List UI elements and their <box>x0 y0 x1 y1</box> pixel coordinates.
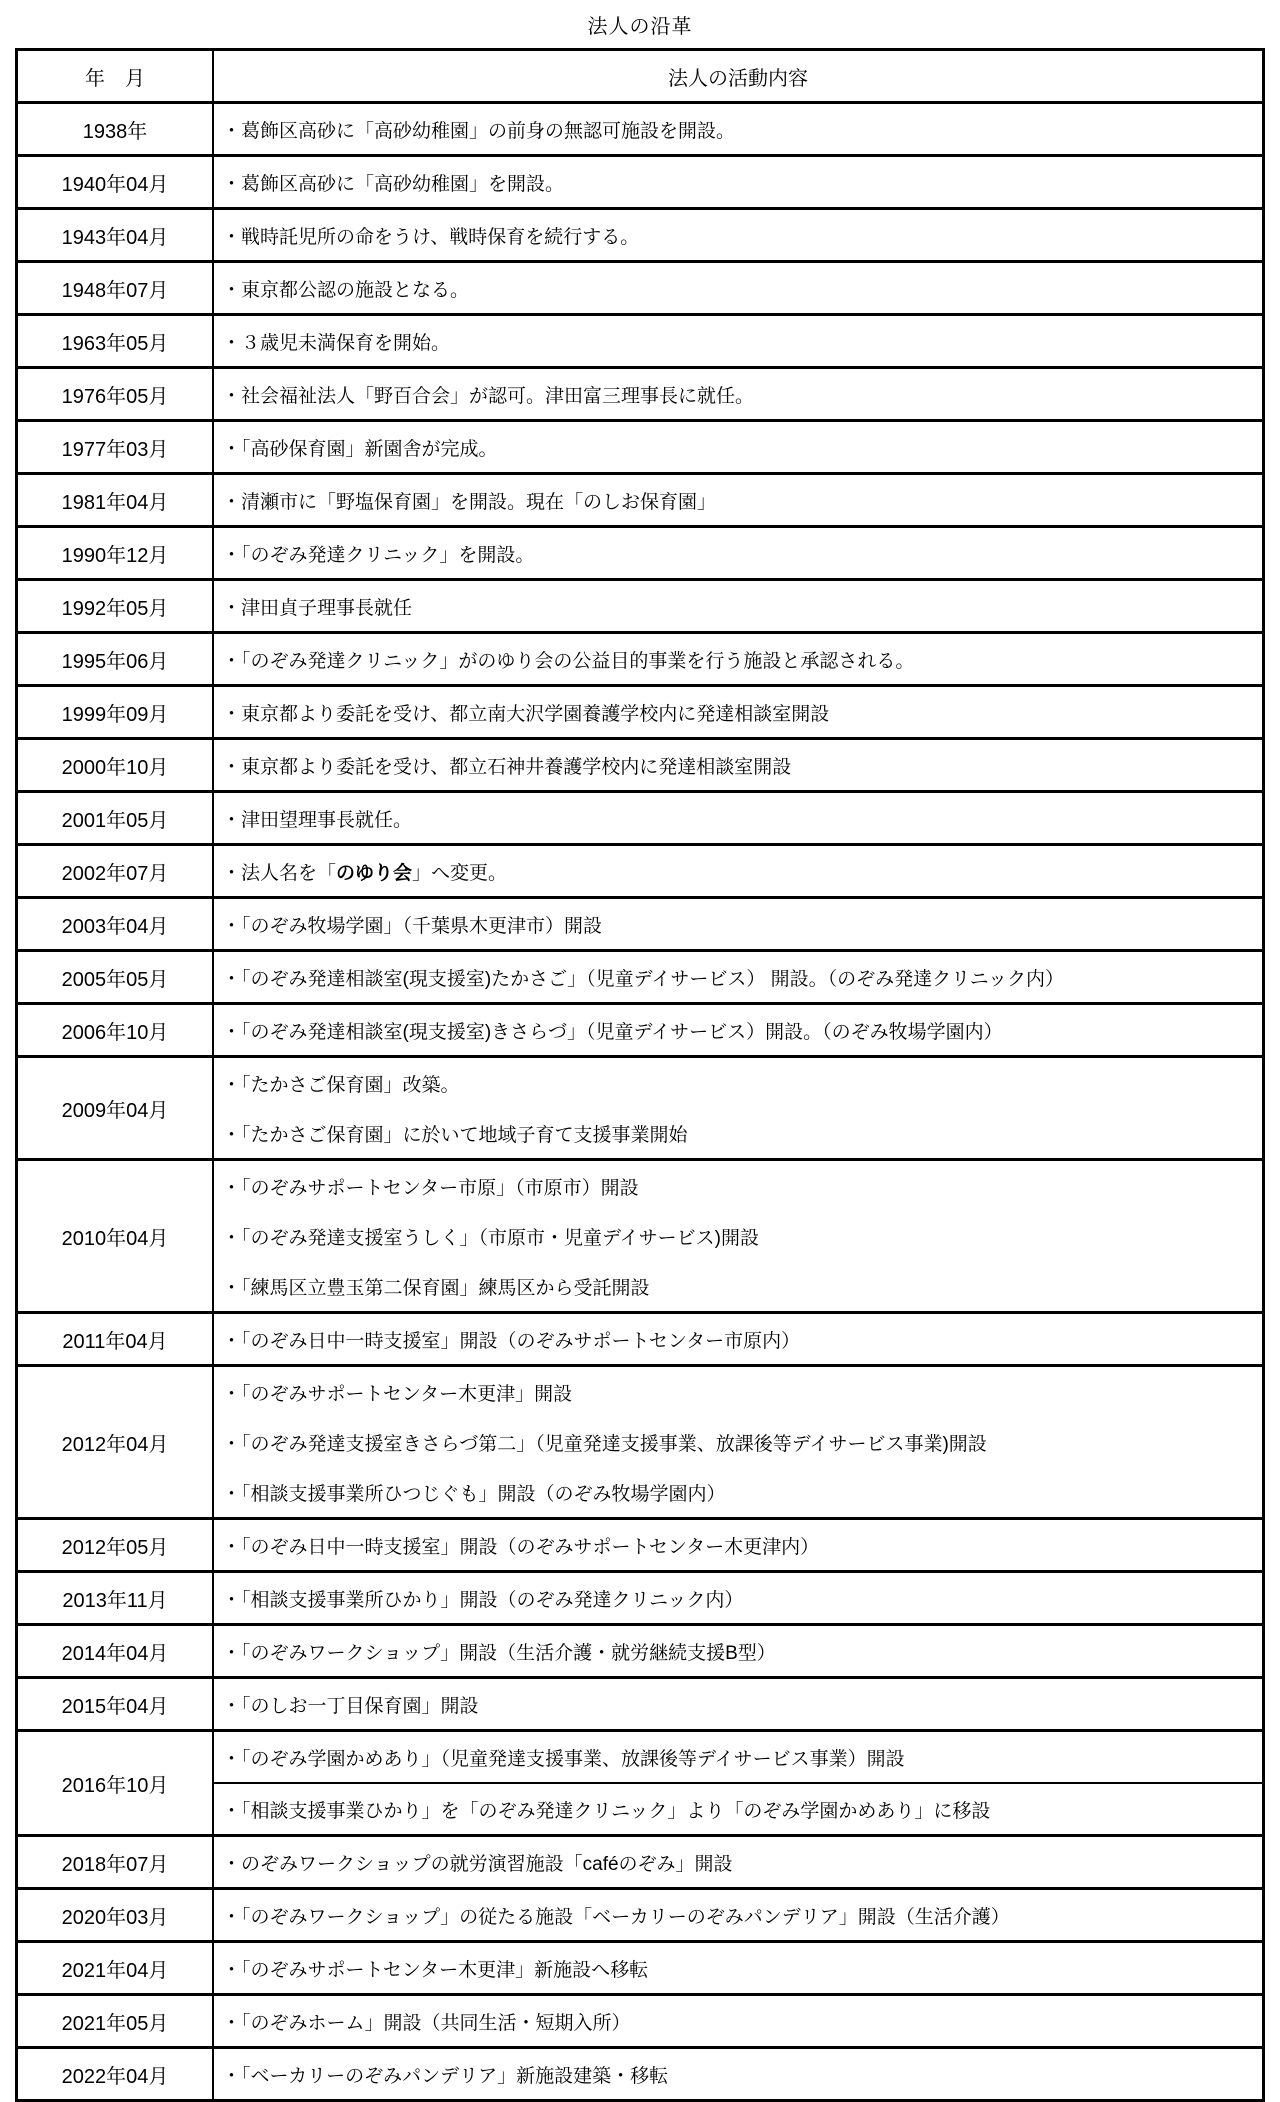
content-cell <box>214 475 1262 525</box>
table-row <box>18 843 1262 896</box>
year-cell: 1963年05月 <box>18 316 214 366</box>
content-cell <box>214 581 1262 631</box>
year-cell: 2003年04月 <box>18 899 214 949</box>
table-row <box>18 1993 1262 2046</box>
content-line: ・「相談支援事業所ひかり」開設（のぞみ発達クリニック内） <box>222 1589 744 1611</box>
history-table <box>15 48 1265 2102</box>
table-row <box>18 1676 1262 1729</box>
table-row <box>18 207 1262 260</box>
table-row <box>18 472 1262 525</box>
table-row <box>18 1834 1262 1887</box>
content-line: ・東京都公認の施設となる。 <box>222 279 470 301</box>
content-cell <box>214 740 1262 790</box>
year-cell: 2021年04月 <box>18 1943 214 1993</box>
content-line: ・のぞみワークショップの就労演習施設「caféのぞみ」開設 <box>222 1853 733 1875</box>
content-cell <box>214 1520 1262 1570</box>
table-row <box>18 1623 1262 1676</box>
year-cell: 1999年09月 <box>18 687 214 737</box>
content-cell <box>214 1679 1262 1729</box>
table-row <box>18 2046 1262 2099</box>
content-line: ・東京都より委託を受け、都立石神井養護学校内に発達相談室開設 <box>222 756 792 778</box>
year-cell: 1981年04月 <box>18 475 214 525</box>
content-cell <box>214 1626 1262 1676</box>
year-cell: 2011年04月 <box>18 1314 214 1364</box>
year-cell: 2012年04月 <box>18 1367 214 1517</box>
content-cell <box>214 1367 1262 1517</box>
content-cell <box>214 899 1262 949</box>
content-cell <box>214 210 1262 260</box>
table-row <box>18 1002 1262 1055</box>
year-cell: 2000年10月 <box>18 740 214 790</box>
content-line: ・「たかさご保育園」改築。 <box>222 1074 460 1096</box>
year-cell: 2018年07月 <box>18 1837 214 1887</box>
year-cell: 2015年04月 <box>18 1679 214 1729</box>
content-line <box>214 846 1262 896</box>
year-cell: 2016年10月 <box>18 1732 214 1834</box>
header-content-cell <box>214 51 1262 101</box>
content-line: ・「のぞみ発達クリニック」を開設。 <box>222 544 535 566</box>
content-cell <box>214 2049 1262 2099</box>
table-row <box>18 419 1262 472</box>
table-row <box>18 949 1262 1002</box>
table-row <box>18 1364 1262 1517</box>
content-line: ・「のぞみ発達相談室(現支援室)たかさご」（児童デイサービス） 開設。（のぞみ発達クリニック内） <box>222 968 1064 990</box>
table-row <box>18 1940 1262 1993</box>
content-cell <box>214 263 1262 313</box>
table-row <box>18 1055 1262 1158</box>
content-line: ・「のぞみサポートセンター木更津」新施設へ移転 <box>222 1959 649 1981</box>
content-line: ・「高砂保育園」新園舎が完成。 <box>222 438 498 460</box>
content-line: ・戦時託児所の命をうけ、戦時保育を続行する。 <box>222 226 640 248</box>
content-line: ・「相談支援事業所ひつじぐも」開設（のぞみ牧場学園内） <box>222 1483 726 1505</box>
content-cell <box>214 157 1262 207</box>
content-line: ・「たかさご保育園」に於いて地域子育て支援事業開始 <box>222 1124 688 1146</box>
table-row <box>18 525 1262 578</box>
year-cell: 1943年04月 <box>18 210 214 260</box>
table-row <box>18 578 1262 631</box>
content-line: ・「のぞみワークショップ」開設（生活介護・就労継続支援B型） <box>222 1642 776 1664</box>
table-row <box>18 313 1262 366</box>
content-line: ・「のぞみ発達支援室きさらづ第二」（児童発達支援事業、放課後等デイサービス事業)開設 <box>222 1433 987 1455</box>
year-cell: 1948年07月 <box>18 263 214 313</box>
table-row <box>18 1887 1262 1940</box>
content-cell <box>214 1058 1262 1158</box>
header-content-label: 法人の活動内容 <box>668 67 808 90</box>
content-cell <box>214 1890 1262 1940</box>
content-line: ・「のぞみサポートセンター木更津」開設 <box>222 1383 573 1405</box>
content-cell <box>214 687 1262 737</box>
content-text: ・法人名を「 <box>222 862 337 884</box>
table-row <box>18 737 1262 790</box>
year-cell: 2005年05月 <box>18 952 214 1002</box>
year-cell: 2012年05月 <box>18 1520 214 1570</box>
year-cell: 2010年04月 <box>18 1161 214 1311</box>
content-cell <box>214 422 1262 472</box>
content-line: ・「のぞみ発達クリニック」がのゆり会の公益目的事業を行う施設と承認される。 <box>222 650 915 672</box>
table-row <box>18 260 1262 313</box>
content-cell <box>214 1314 1262 1364</box>
content-line: ・清瀬市に「野塩保育園」を開設。現在「のしお保育園」 <box>222 491 717 513</box>
content-line: ・津田望理事長就任。 <box>222 809 413 831</box>
year-cell: 2002年07月 <box>18 846 214 896</box>
table-header-row <box>18 51 1262 101</box>
table-row <box>18 366 1262 419</box>
year-cell: 2021年05月 <box>18 1996 214 2046</box>
content-line: ・社会福祉法人「野百合会」が認可。津田富三理事長に就任。 <box>222 385 755 407</box>
content-line: ・「ベーカリーのぞみパンデリア」新施設建築・移転 <box>222 2065 669 2087</box>
content-cell <box>214 1005 1262 1055</box>
content-line: ・「のぞみサポートセンター市原」（市原市）開設 <box>222 1177 639 1199</box>
year-cell: 1995年06月 <box>18 634 214 684</box>
content-text: 」へ変更。 <box>412 862 508 884</box>
content-cell <box>214 104 1262 154</box>
content-text-bold: のゆり会 <box>336 862 413 884</box>
year-cell: 1976年05月 <box>18 369 214 419</box>
content-line: ・「のぞみ発達相談室(現支援室)きさらづ」（児童デイサービス）開設。（のぞみ牧場学園内） <box>222 1021 1003 1043</box>
content-cell <box>214 1996 1262 2046</box>
page-title: 法人の沿革 <box>587 15 693 38</box>
content-line: ・津田貞子理事長就任 <box>222 597 413 619</box>
content-line: ・「練馬区立豊玉第二保育園」練馬区から受託開設 <box>222 1277 650 1299</box>
year-cell: 2009年04月 <box>18 1058 214 1158</box>
content-cell <box>214 1161 1262 1311</box>
year-cell: 1938年 <box>18 104 214 154</box>
content-line: ・東京都より委託を受け、都立南大沢学園養護学校内に発達相談室開設 <box>222 703 830 725</box>
year-cell: 2006年10月 <box>18 1005 214 1055</box>
table-row <box>18 1729 1262 1834</box>
year-cell: 2022年04月 <box>18 2049 214 2099</box>
content-line: ・葛飾区高砂に「高砂幼稚園」を開設。 <box>222 173 565 195</box>
content-line: ・「のぞみホーム」開設（共同生活・短期入所） <box>222 2012 631 2034</box>
content-cell <box>214 952 1262 1002</box>
table-row <box>18 684 1262 737</box>
content-cell <box>214 846 1262 896</box>
header-year-cell: 年 月 <box>18 51 214 101</box>
content-cell <box>214 634 1262 684</box>
content-cell <box>214 1732 1262 1834</box>
content-cell <box>214 369 1262 419</box>
table-row <box>18 1570 1262 1623</box>
content-line: ・「相談支援事業ひかり」を「のぞみ発達クリニック」より「のぞみ学園かめあり」に移設 <box>214 1782 1262 1834</box>
content-cell <box>214 1943 1262 1993</box>
table-row <box>18 154 1262 207</box>
year-cell: 2020年03月 <box>18 1890 214 1940</box>
content-cell <box>214 1837 1262 1887</box>
year-cell: 1977年03月 <box>18 422 214 472</box>
year-cell: 2013年11月 <box>18 1573 214 1623</box>
content-cell <box>214 528 1262 578</box>
content-line: ・「のぞみ学園かめあり」（児童発達支援事業、放課後等デイサービス事業）開設 <box>222 1748 905 1770</box>
content-line: ・「のしお一丁目保育園」開設 <box>222 1695 479 1717</box>
table-row <box>18 1158 1262 1311</box>
content-cell <box>214 793 1262 843</box>
table-row <box>18 631 1262 684</box>
content-cell <box>214 316 1262 366</box>
year-cell: 2001年05月 <box>18 793 214 843</box>
year-cell: 1990年12月 <box>18 528 214 578</box>
table-row <box>18 896 1262 949</box>
content-line: ・「のぞみ日中一時支援室」開設（のぞみサポートセンター市原内） <box>222 1330 801 1352</box>
content-line: ・「のぞみ発達支援室うしく」（市原市・児童デイサービス)開設 <box>222 1227 759 1249</box>
content-cell <box>214 1573 1262 1623</box>
year-cell: 1940年04月 <box>18 157 214 207</box>
content-line: ・「のぞみ日中一時支援室」開設（のぞみサポートセンター木更津内） <box>222 1536 820 1558</box>
table-row <box>18 1311 1262 1364</box>
content-line: ・葛飾区高砂に「高砂幼稚園」の前身の無認可施設を開設。 <box>222 120 736 142</box>
year-cell: 1992年05月 <box>18 581 214 631</box>
table-row <box>18 1517 1262 1570</box>
table-row <box>18 101 1262 154</box>
content-line: ・「のぞみ牧場学園」（千葉県木更津市）開設 <box>222 915 603 937</box>
content-line: ・３歳児未満保育を開始。 <box>222 332 451 354</box>
content-line: ・「のぞみワークショップ」の従たる施設「ベーカリーのぞみパンデリア」開設（生活介護） <box>222 1906 1010 1928</box>
table-row <box>18 790 1262 843</box>
year-cell: 2014年04月 <box>18 1626 214 1676</box>
